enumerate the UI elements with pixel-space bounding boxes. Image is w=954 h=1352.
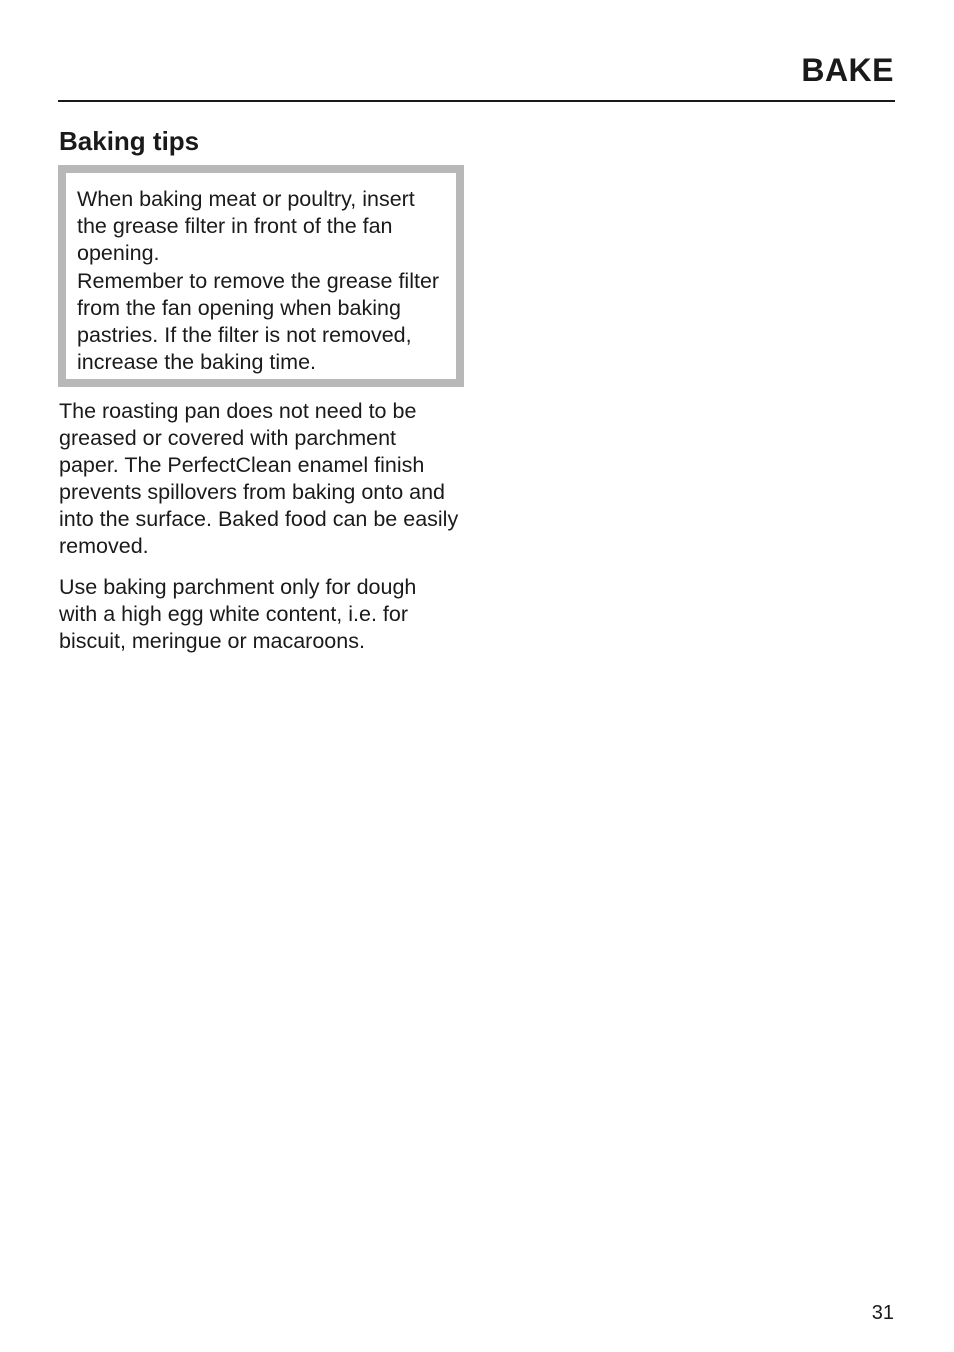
paragraph-roasting-pan: The roasting pan does not need to be greased or covered with parchment paper. The PerfectClean enamel finish prevents spillovers from baking onto and into the surface. Baked food can be easily removed. — [59, 399, 459, 558]
paragraph-baking-parchment: Use baking parchment only for dough with a high egg white content, i.e. for biscuit, meringue or macaroons. — [59, 575, 417, 653]
header-divider — [58, 100, 895, 102]
baking-tips-heading: Baking tips — [59, 126, 200, 156]
section-title: BAKE — [801, 52, 894, 88]
note-text-grease-filter-insert: When baking meat or poultry, insert the grease filter in front of the fan opening. — [77, 187, 415, 266]
note-box — [58, 165, 464, 387]
note-text-grease-filter-remove: Remember to remove the grease filter from the fan opening when baking pastries. If the filter is not removed, increase the baking time. — [77, 268, 440, 375]
page-number: 31 — [871, 1302, 894, 1324]
